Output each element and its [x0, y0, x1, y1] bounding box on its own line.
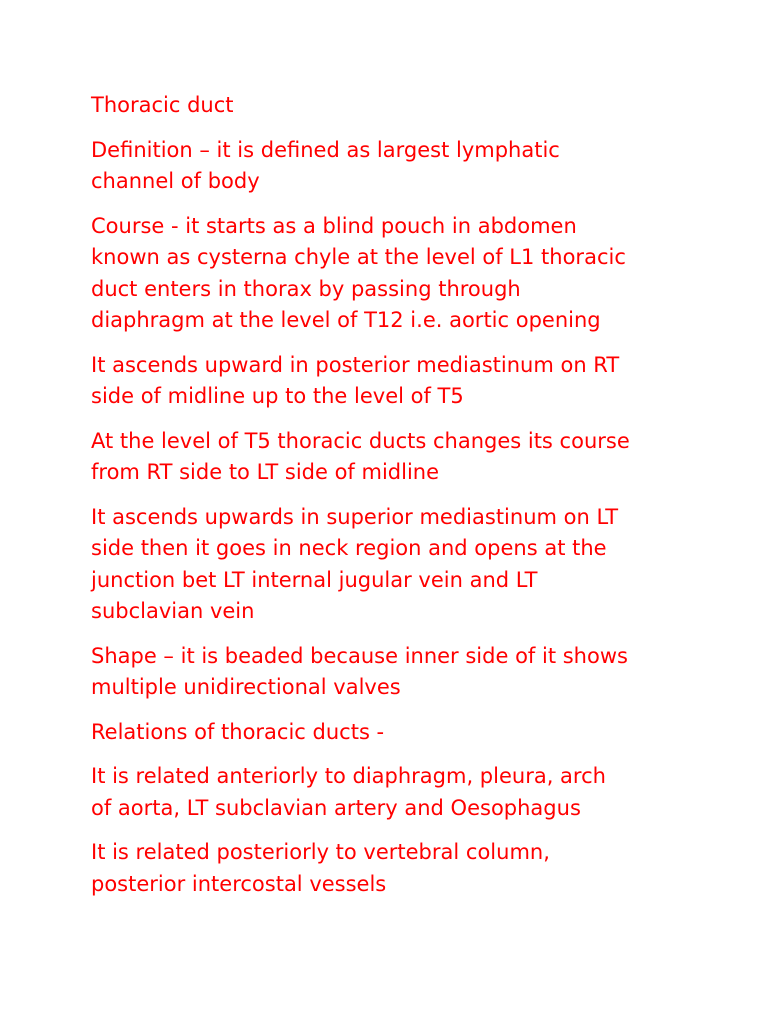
document-body — [91, 90, 701, 913]
paragraph-anterior-relations: It is related anteriorly to diaphragm, pleura, arch of aorta, LT subclavian artery and Oesophagus — [91, 764, 606, 820]
paragraph-shape: Shape – it is beaded because inner side of it shows multiple unidirectional valves — [91, 643, 628, 699]
document-title: Thoracic duct — [91, 93, 234, 117]
paragraph-t5-course-change: At the level of T5 thoracic ducts changes its course from RT side to LT side of midline — [91, 428, 630, 484]
paragraph-posterior-mediastinum: It ascends upward in posterior mediastinum on RT side of midline up to the level of T5 — [91, 352, 620, 408]
paragraph-posterior-relations: It is related posteriorly to vertebral column, posterior intercostal vessels — [91, 840, 550, 896]
paragraph-superior-mediastinum: It ascends upwards in superior mediastinum on LT side then it goes in neck region and opens at the junction bet LT internal jugular vein and LT subclavian vein — [91, 504, 619, 623]
paragraph-course: Course - it starts as a blind pouch in abdomen known as cysterna chyle at the level of L1 thoracic duct enters in thorax by passing through diaphragm at the level of T12 i.e. aortic opening — [91, 213, 626, 332]
paragraph-relations-heading: Relations of thoracic ducts - — [91, 719, 385, 744]
paragraph-definition: Definition – it is defined as largest lymphatic channel of body — [91, 137, 560, 193]
